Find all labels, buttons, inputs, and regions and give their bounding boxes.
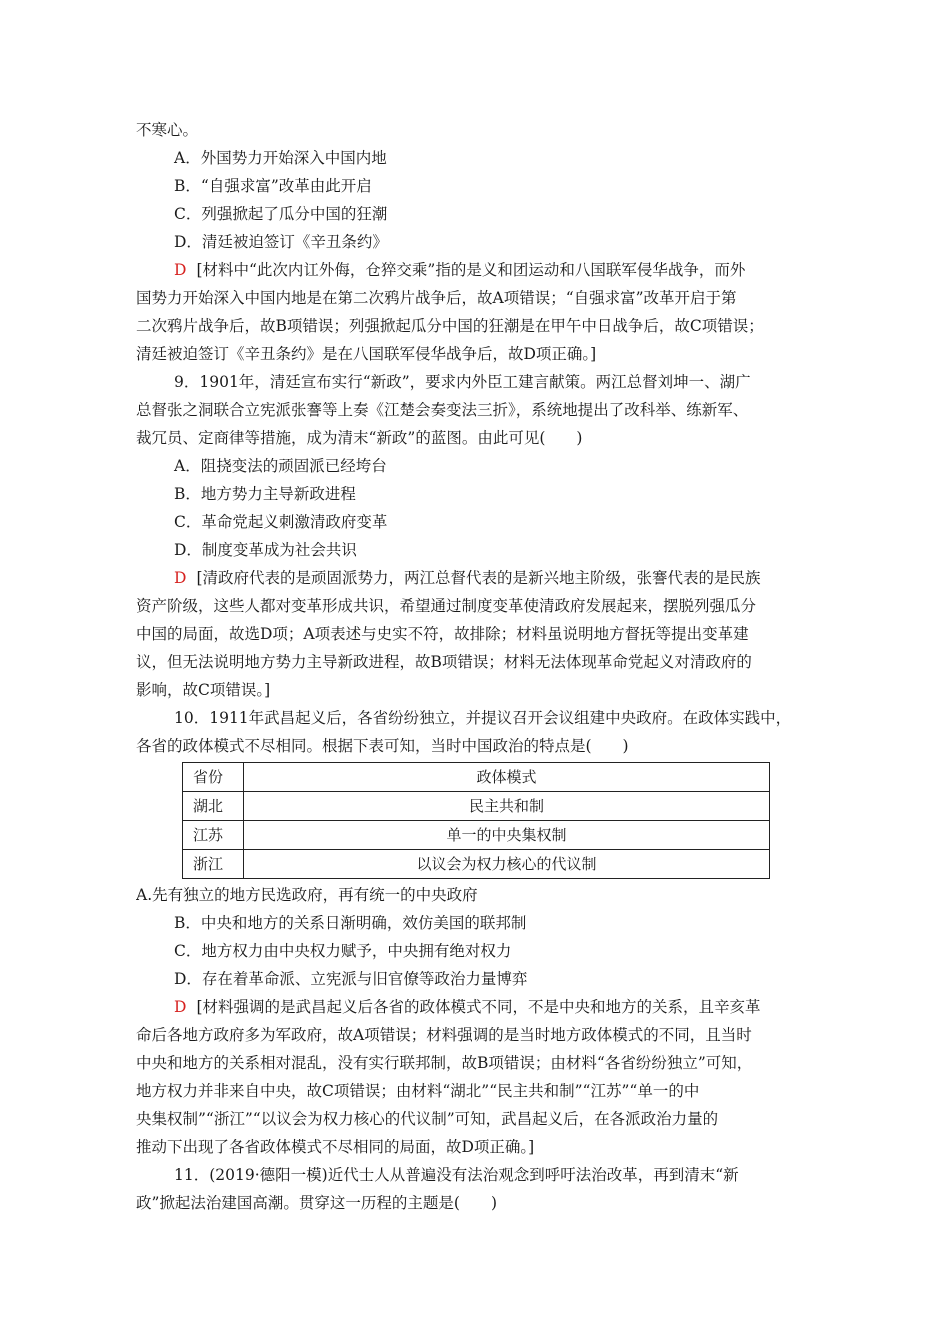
q10-option-b: B．中央和地方的关系日渐明确，效仿美国的联邦制 bbox=[174, 914, 527, 932]
q10-explanation-line: 央集权制”“浙江”“以议会为权力核心的代议制”可知，武昌起义后，在各派政治力量的 bbox=[136, 1110, 719, 1128]
q8-option-d: D．清廷被迫签订《辛丑条约》 bbox=[174, 233, 388, 251]
q10-explanation-line: 命后各地方政府多为军政府，故A项错误；材料强调的是当时地方政体模式的不同，且当时 bbox=[136, 1026, 752, 1044]
q10-stem-line: 10．1911年武昌起义后，各省纷纷独立，并提议召开会议组建中央政府。在政体实践中， bbox=[174, 709, 792, 727]
table-cell: 江苏 bbox=[183, 821, 244, 850]
document-page bbox=[136, 116, 816, 1217]
q9-explanation-line bbox=[136, 564, 816, 592]
q9-option-b: B．地方势力主导新政进程 bbox=[174, 485, 356, 503]
table-cell: 湖北 bbox=[183, 792, 244, 821]
q8-explanation-line: 国势力开始深入中国内地是在第二次鸦片战争后，故A项错误；“自强求富”改革开启于第 bbox=[136, 289, 737, 307]
q9-stem-line: 9．1901年，清廷宣布实行“新政”，要求内外臣工建言献策。两江总督刘坤一、湖广 bbox=[174, 373, 751, 391]
q10-option-a: A.先有独立的地方民选政府，再有统一的中央政府 bbox=[136, 886, 478, 904]
q11-stem-line: 政”掀起法治建国高潮。贯穿这一历程的主题是( ) bbox=[136, 1194, 498, 1212]
q9-explanation-line: 中国的局面，故选D项；A项表述与史实不符，故排除；材料虽说明地方督抚等提出变革建 bbox=[136, 625, 749, 643]
table-row bbox=[183, 792, 770, 821]
q8-explanation-line: 清廷被迫签订《辛丑条约》是在八国联军侵华战争后，故D项正确。] bbox=[136, 345, 597, 363]
table-header-cell: 省份 bbox=[183, 763, 244, 792]
table-cell: 浙江 bbox=[183, 850, 244, 879]
q8-answer-letter: D bbox=[174, 261, 187, 279]
q9-explanation-line: 议，但无法说明地方势力主导新政进程，故B项错误；材料无法体现革命党起义对清政府的 bbox=[136, 653, 752, 671]
q8-stem-tail: 不寒心。 bbox=[136, 121, 199, 139]
q10-explanation-line: 地方权力并非来自中央，故C项错误；由材料“湖北”“民主共和制”“江苏”“单一的中 bbox=[136, 1082, 700, 1100]
table-cell: 单一的中央集权制 bbox=[244, 821, 770, 850]
q9-stem-line: 总督张之洞联合立宪派张謇等上奏《江楚会奏变法三折》，系统地提出了改科举、练新军、 bbox=[136, 401, 749, 419]
table-row bbox=[183, 850, 770, 879]
q9-option-c: C．革命党起义刺激清政府变革 bbox=[174, 513, 388, 531]
q8-explanation-text: [材料中“此次内讧外侮，仓猝交乘”指的是义和团运动和八国联军侵华战争，而外 bbox=[196, 261, 746, 279]
q10-explanation-line: 推动下出现了各省政体模式不尽相同的局面，故D项正确。] bbox=[136, 1138, 535, 1156]
q10-stem-line: 各省的政体模式不尽相同。根据下表可知，当时中国政治的特点是( ) bbox=[136, 737, 629, 755]
table-cell: 以议会为权力核心的代议制 bbox=[244, 850, 770, 879]
q8-option-b: B．“自强求富”改革由此开启 bbox=[174, 177, 372, 195]
q10-option-c: C．地方权力由中央权力赋予，中央拥有绝对权力 bbox=[174, 942, 512, 960]
table-header-cell: 政体模式 bbox=[244, 763, 770, 792]
q10-explanation-line bbox=[136, 993, 816, 1021]
q8-option-c: C．列强掀起了瓜分中国的狂潮 bbox=[174, 205, 388, 223]
q8-explanation-line bbox=[136, 256, 816, 284]
q9-explanation-line: 影响，故C项错误。] bbox=[136, 681, 271, 699]
q9-stem-line: 裁冗员、定商律等措施，成为清末“新政”的蓝图。由此可见( ) bbox=[136, 429, 583, 447]
q8-option-a: A．外国势力开始深入中国内地 bbox=[174, 149, 387, 167]
q8-explanation-line: 二次鸦片战争后，故B项错误；列强掀起瓜分中国的狂潮是在甲午中日战争后，故C项错误； bbox=[136, 317, 764, 335]
table-header-row bbox=[183, 763, 770, 792]
q11-stem-line: 11．(2019·德阳一模)近代士人从普遍没有法治观念到呼吁法治改革，再到清末“新 bbox=[174, 1166, 739, 1184]
q9-explanation-text: [清政府代表的是顽固派势力，两江总督代表的是新兴地主阶级，张謇代表的是民族 bbox=[196, 569, 761, 587]
q9-answer-letter: D bbox=[174, 569, 187, 587]
q10-explanation-text: [材料强调的是武昌起义后各省的政体模式不同，不是中央和地方的关系，且辛亥革 bbox=[196, 998, 761, 1016]
q10-answer-letter: D bbox=[174, 998, 187, 1016]
q9-option-a: A．阻挠变法的顽固派已经垮台 bbox=[174, 457, 387, 475]
table-row bbox=[183, 821, 770, 850]
q10-explanation-line: 中央和地方的关系相对混乱，没有实行联邦制，故B项错误；由材料“各省纷纷独立”可知， bbox=[136, 1054, 753, 1072]
q10-option-d: D．存在着革命派、立宪派与旧官僚等政治力量博弈 bbox=[174, 970, 528, 988]
q9-option-d: D．制度变革成为社会共识 bbox=[174, 541, 357, 559]
q10-table bbox=[182, 762, 770, 879]
table-cell: 民主共和制 bbox=[244, 792, 770, 821]
q9-explanation-line: 资产阶级，这些人都对变革形成共识，希望通过制度变革使清政府发展起来，摆脱列强瓜分 bbox=[136, 597, 757, 615]
